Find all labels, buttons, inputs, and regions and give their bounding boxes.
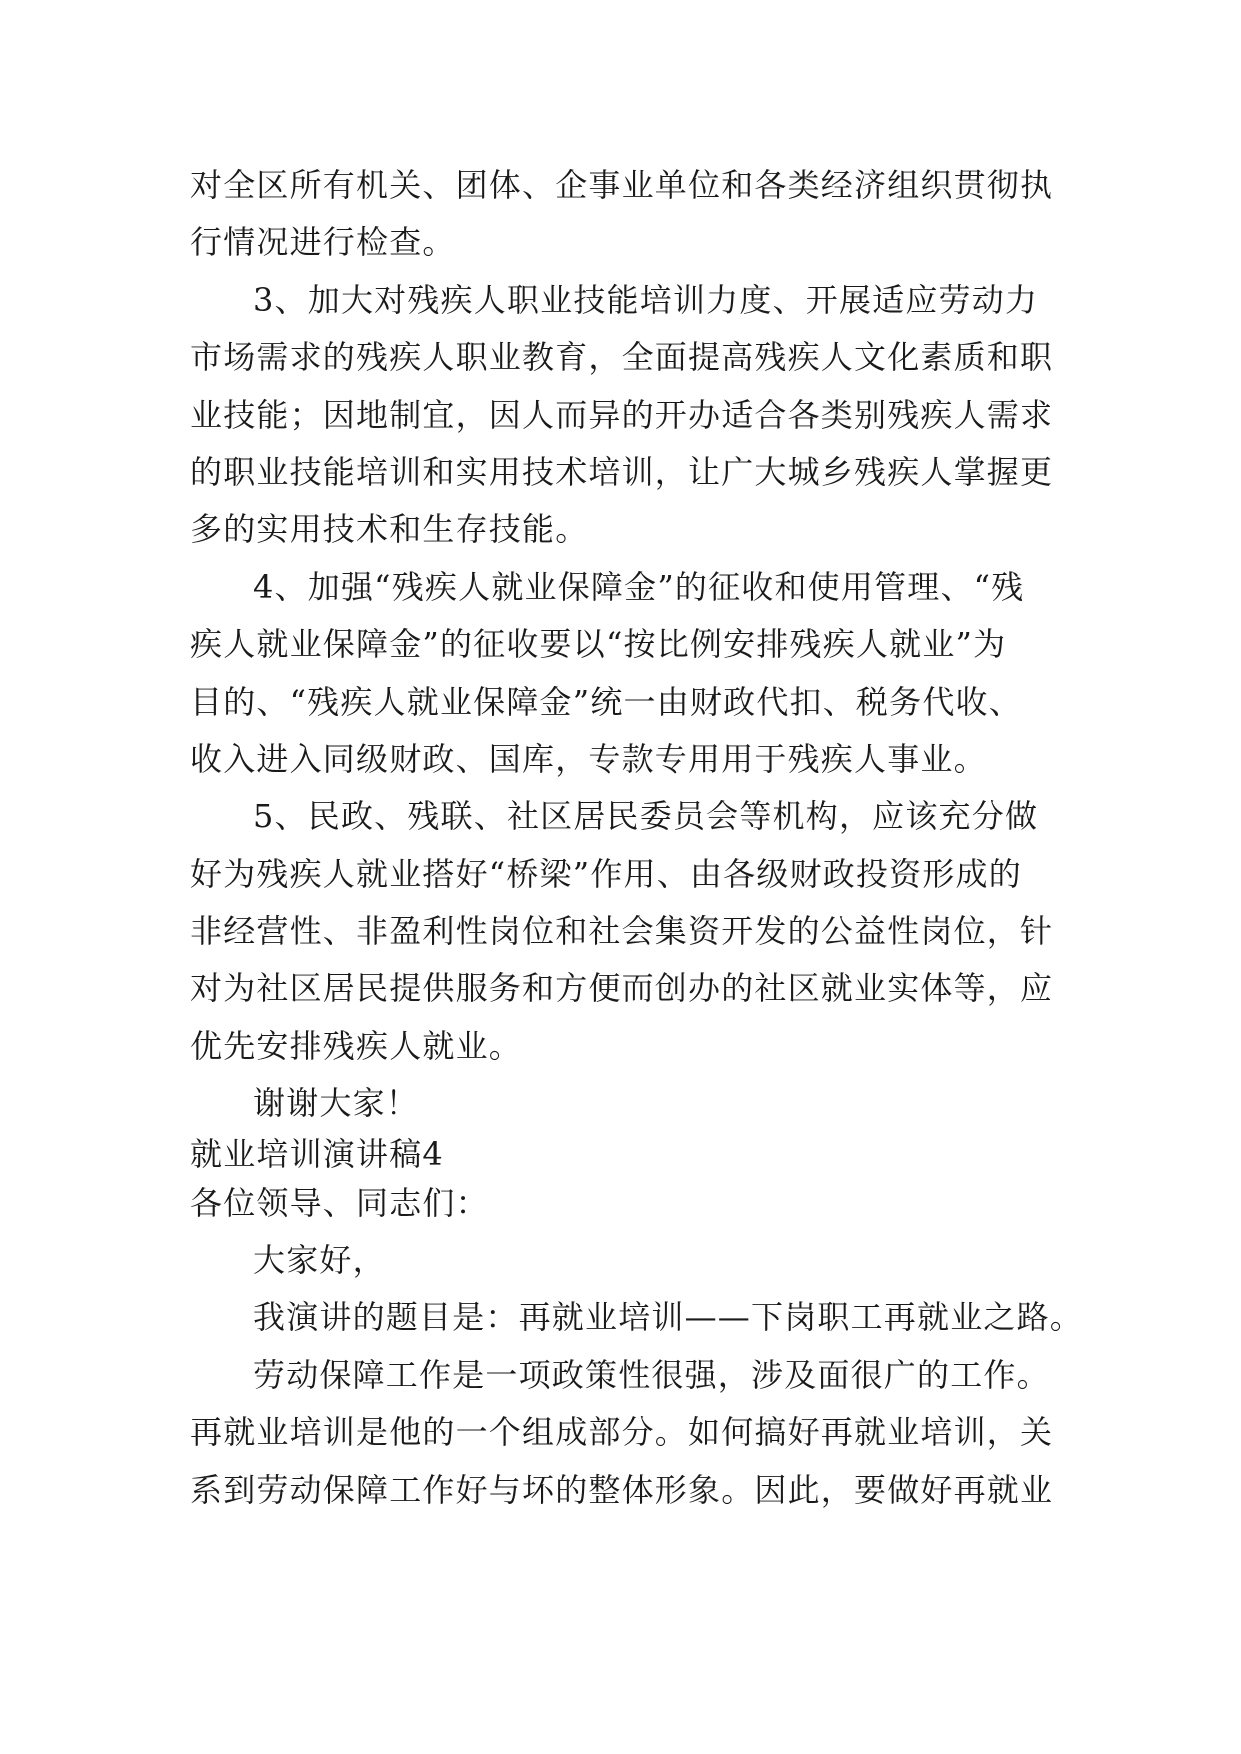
section-title: 就业培训演讲稿4 bbox=[190, 1134, 444, 1173]
paragraph-line: 5、民政、残联、社区居民委员会等机构，应该充分做 bbox=[253, 797, 1039, 836]
paragraph-line: 多的实用技术和生存技能。 bbox=[190, 510, 589, 549]
paragraph-line: 行情况进行检查。 bbox=[190, 223, 456, 262]
paragraph-line: 优先安排残疾人就业。 bbox=[190, 1026, 523, 1065]
paragraph-line: 3、加大对残疾人职业技能培训力度、开展适应劳动力 bbox=[253, 280, 1039, 319]
paragraph-line: 劳动保障工作是一项政策性很强，涉及面很广的工作。 bbox=[253, 1355, 1050, 1394]
paragraph-line: 4、加强“残疾人就业保障金”的征收和使用管理、“残 bbox=[253, 567, 1025, 606]
paragraph-line: 市场需求的残疾人职业教育，全面提高残疾人文化素质和职 bbox=[190, 338, 1054, 377]
paragraph-line: 收入进入同级财政、国库，专款专用用于残疾人事业。 bbox=[190, 739, 987, 778]
paragraph-line: 的职业技能培训和实用技术培训，让广大城乡残疾人掌握更 bbox=[190, 452, 1054, 491]
paragraph-line: 疾人就业保障金”的征收要以“按比例安排残疾人就业”为 bbox=[190, 625, 1007, 664]
paragraph-line: 非经营性、非盈利性岗位和社会集资开发的公益性岗位，针 bbox=[190, 912, 1054, 951]
paragraph-line: 业技能；因地制宜，因人而异的开办适合各类别残疾人需求 bbox=[190, 395, 1054, 434]
greeting: 大家好， bbox=[253, 1241, 386, 1280]
paragraph-line: 系到劳动保障工作好与坏的整体形象。因此，要做好再就业 bbox=[190, 1470, 1054, 1509]
paragraph-line: 目的、“残疾人就业保障金”统一由财政代扣、税务代收、 bbox=[190, 682, 1022, 721]
paragraph-line: 对全区所有机关、团体、企事业单位和各类经济组织贯彻执 bbox=[190, 166, 1054, 204]
closing-line: 谢谢大家！ bbox=[253, 1084, 420, 1123]
paragraph-line: 对为社区居民提供服务和方便而创办的社区就业实体等，应 bbox=[190, 969, 1054, 1008]
salutation: 各位领导、同志们： bbox=[190, 1183, 489, 1222]
document-body bbox=[190, 157, 1084, 1519]
paragraph-line: 我演讲的题目是：再就业培训——下岗职工再就业之路。 bbox=[253, 1298, 1084, 1337]
paragraph-line: 再就业培训是他的一个组成部分。如何搞好再就业培训，关 bbox=[190, 1413, 1054, 1452]
paragraph-line: 好为残疾人就业搭好“桥梁”作用、由各级财政投资形成的 bbox=[190, 854, 1022, 893]
